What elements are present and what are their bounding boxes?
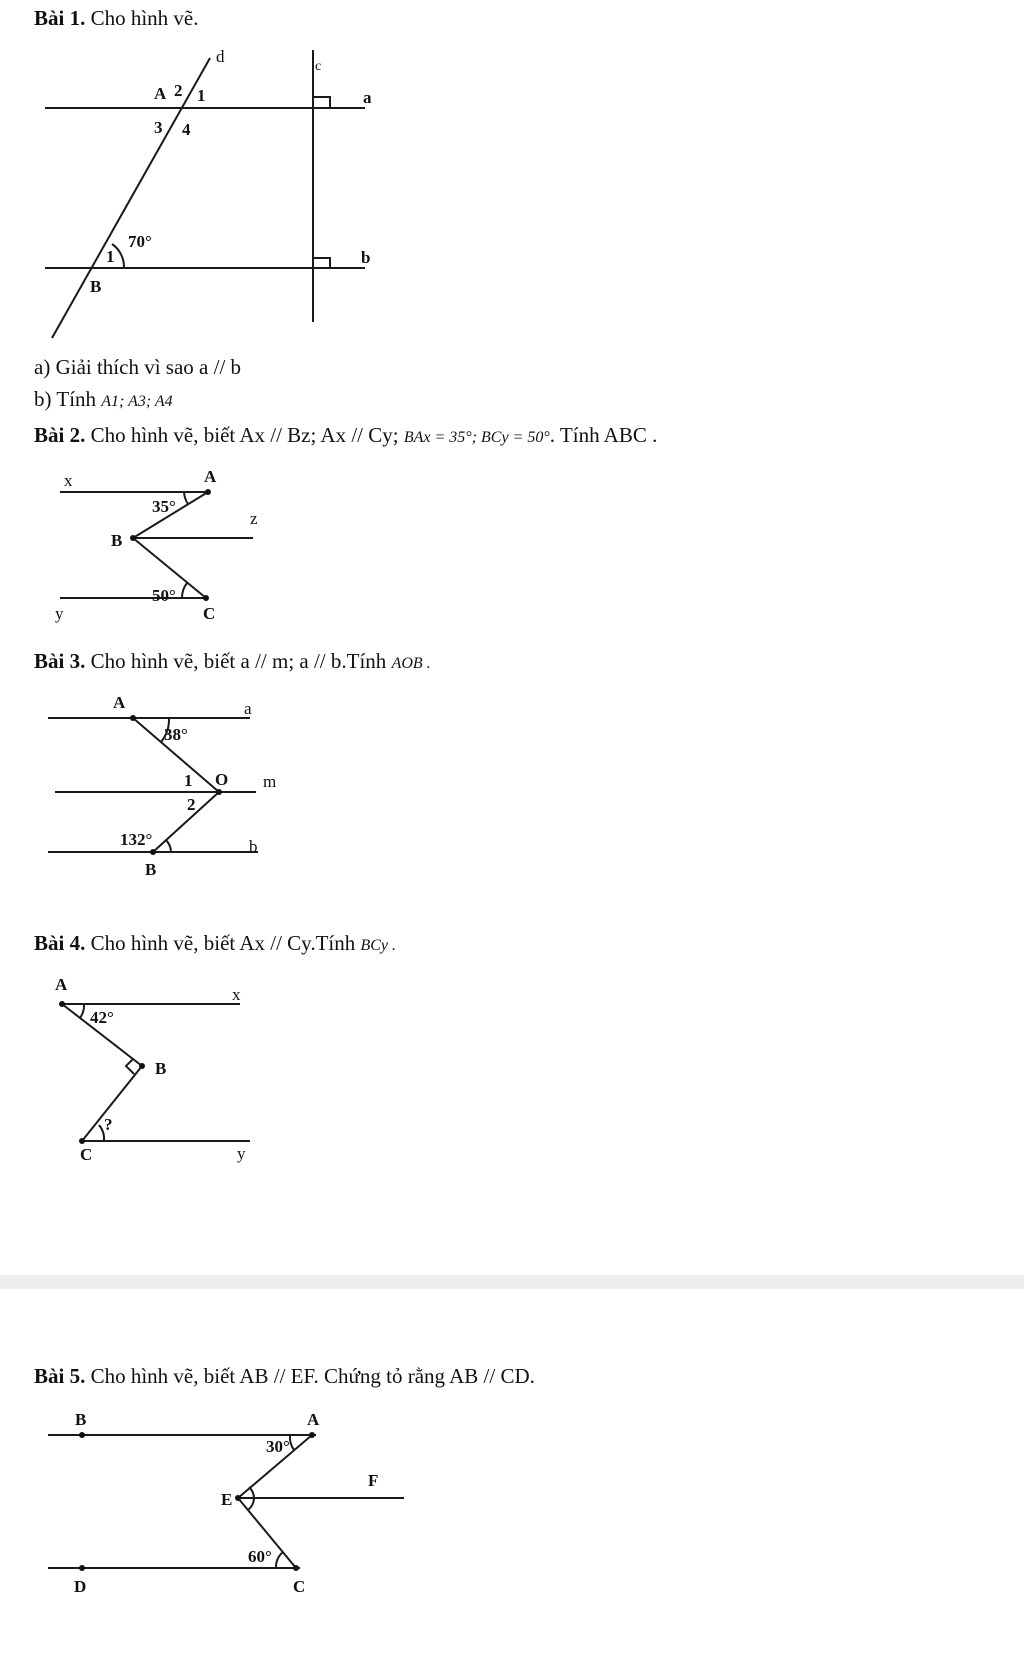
label-question: ?: [104, 1115, 113, 1134]
label-B: B: [111, 531, 123, 550]
label-B: B: [75, 1410, 87, 1429]
label-c: c: [315, 59, 322, 74]
label-B: B: [145, 860, 157, 879]
label-z: z: [250, 509, 258, 528]
label-angle-1: 1: [184, 771, 193, 790]
label-y: y: [55, 604, 64, 623]
ex4-title: Bài 4. Cho hình vẽ, biết Ax // Cy.Tính BCy .: [34, 931, 397, 955]
label-38: 38°: [164, 725, 188, 744]
label-angle-2: 2: [174, 81, 183, 100]
point-E: [235, 1495, 241, 1501]
label-B: B: [90, 277, 102, 296]
label-A: A: [204, 467, 217, 486]
label-60: 60°: [248, 1547, 272, 1566]
label-d: d: [216, 47, 225, 66]
label-42: 42°: [90, 1008, 114, 1027]
label-x: x: [64, 471, 73, 490]
angle-arc-E-top: [249, 1487, 254, 1498]
ex3-title: Bài 3. Cho hình vẽ, biết a // m; a // b.Tính AOB .: [34, 649, 431, 673]
label-angle-4: 4: [182, 120, 191, 139]
label-70: 70°: [128, 232, 152, 251]
label-50: 50°: [152, 586, 176, 605]
label-angle-1: 1: [197, 86, 206, 105]
angle-arc-30: [290, 1435, 294, 1450]
label-a: a: [363, 88, 372, 107]
label-O: O: [215, 770, 229, 789]
angle-arc-E-bottom: [248, 1498, 254, 1510]
label-35: 35°: [152, 497, 176, 516]
label-E: E: [221, 1490, 233, 1509]
label-angle-3: 3: [154, 118, 163, 137]
label-A: A: [154, 84, 167, 103]
label-a: a: [244, 699, 252, 718]
ex2-title: Bài 2. Cho hình vẽ, biết Ax // Bz; Ax // Cy; BAx = 35°; BCy = 50°. Tính ABC .: [34, 423, 658, 447]
label-132: 132°: [120, 830, 153, 849]
label-30: 30°: [266, 1437, 290, 1456]
angle-arc-60: [276, 1552, 283, 1568]
label-A: A: [307, 1410, 320, 1429]
label-y: y: [237, 1144, 246, 1163]
point-B: [79, 1432, 85, 1438]
label-C: C: [203, 604, 216, 623]
label-b-angle-1: 1: [106, 247, 115, 266]
label-D: D: [74, 1577, 87, 1596]
label-x: x: [232, 985, 241, 1004]
label-B: B: [155, 1059, 167, 1078]
ex1-question-a: a) Giải thích vì sao a // b: [34, 355, 242, 379]
label-b: b: [361, 248, 371, 267]
point-D: [79, 1565, 85, 1571]
label-A: A: [113, 693, 126, 712]
point-C: [293, 1565, 299, 1571]
label-angle-2: 2: [187, 795, 196, 814]
point-A: [309, 1432, 315, 1438]
ex5-title: Bài 5. Cho hình vẽ, biết AB // EF. Chứng tỏ rằng AB // CD.: [34, 1364, 535, 1388]
ex1-question-b: b) Tính A1; A3; A4: [34, 387, 173, 411]
label-b: b: [249, 837, 258, 856]
ex1-title: Bài 1. Cho hình vẽ.: [34, 6, 199, 30]
label-C: C: [80, 1145, 93, 1164]
label-m: m: [263, 772, 277, 791]
label-F: F: [368, 1471, 379, 1490]
label-A: A: [55, 975, 68, 994]
label-C: C: [293, 1577, 306, 1596]
